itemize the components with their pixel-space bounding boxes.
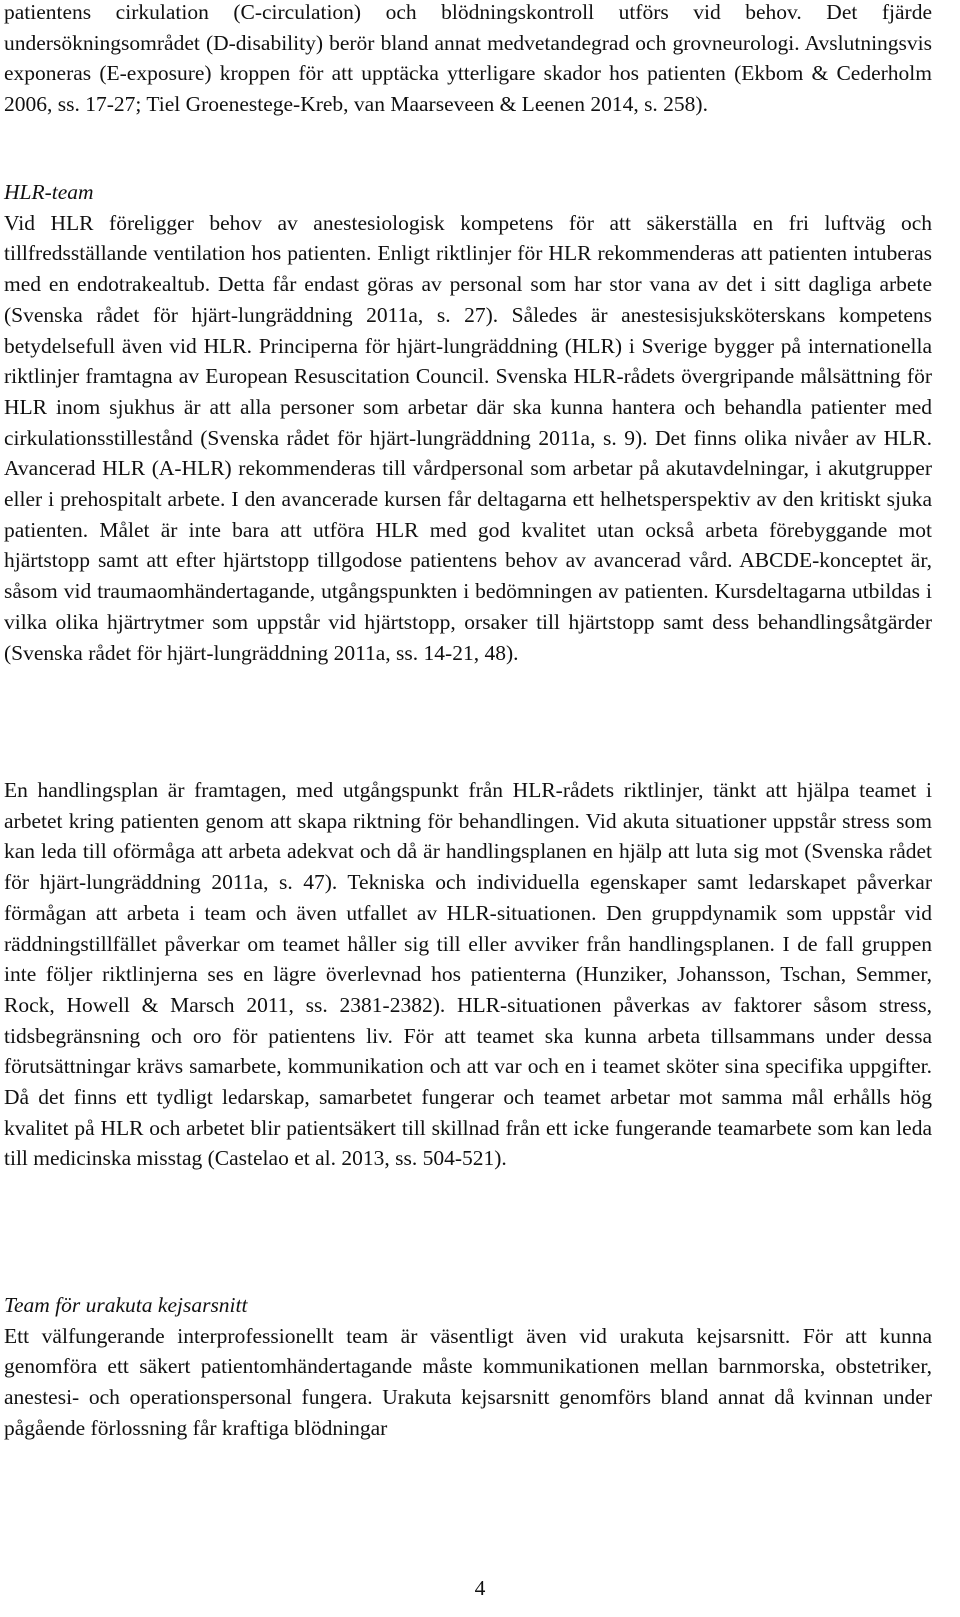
body-paragraph: patientens cirkulation (C-circulation) och blödningskontroll utförs vid behov. Det fjärde undersökningsområdet (D-disability) berör bland annat medvetandegrad och grovneurologi. Avslutningsvis exponeras (E-exposure) kroppen för att upptäcka ytterligare skador hos patienten (Ekbom & Cederholm 2006, ss. 17-27; Tiel Groenestege-Kreb, van Maarseveen & Leenen 2014, s. 258). — [4, 0, 932, 117]
hlr-team-paragraph — [4, 208, 932, 669]
section-heading-kejsarsnitt: Team för urakuta kejsarsnitt — [4, 1293, 248, 1317]
body-paragraph: En handlingsplan är framtagen, med utgångspunkt från HLR-rådets riktlinjer, tänkt att hjälpa teamet i arbetet kring patienten genom att skapa riktning för behandlingen. Vid akuta situationer uppstår stress som kan leda till oförmåga att arbeta adekvat och då är handlingsplanen en hjälp att luta sig mot (Svenska rådet för hjärt-lungräddning 2011a, s. 47). Tekniska och individuella egenskaper samt ledarskapet påverkar förmågan att arbeta i team och även utfallet av HLR-situationen. Den gruppdynamik som uppstår vid räddningstillfället påverkar om teamet håller sig till eller avviker från handlingsplanen. I de fall gruppen inte följer riktlinjerna ses en lägre överlevnad hos patienterna (Hunziker, Johansson, Tschan, Semmer, Rock, Howell & Marsch 2011, ss. 2381-2382). HLR-situationen påverkas av faktorer såsom stress, tidsbegränsning och oro för patientens liv. För att teamet ska kunna arbeta tillsammans under dessa förutsättningar krävs samarbete, kommunikation och att var och en i teamet sköter sina specifika uppgifter. Då det finns ett tydligt ledarskap, samarbetet fungerar och teamet arbetar mot samma mål erhålls hög kvalitet på HLR och arbetet blir patientsäkert till skillnad från ett icke fungerande teamarbete som kan leda till medicinska misstag (Castelao et al. 2013, ss. 504-521). — [4, 778, 932, 1171]
kejsarsnitt-section — [4, 1290, 932, 1444]
hlr-team-section — [4, 177, 932, 668]
section-heading-hlr-team: HLR-team — [4, 180, 94, 204]
body-paragraph: Vid HLR föreligger behov av anestesiologisk kompetens för att säkerställa en fri luftväg och tillfredsställande ventilation hos patienten. Enligt riktlinjer för HLR rekommenderas att patienten intuberas med en endotrakealtub. Detta får endast göras av personal som har stor vana av det i sitt dagliga arbete (Svenska rådet för hjärt-lungräddning 2011a, s. 27). Således är anestesisjuksköterskans kompetens betydelsefull även vid HLR. Principerna för hjärt-lungräddning (HLR) i Sverige bygger på internationella riktlinjer framtagna av European Resuscitation Council. Svenska HLR-rådets övergripande målsättning för HLR inom sjukhus är att alla personer som arbetar där ska kunna hantera och behandla patienter med cirkulationsstillestånd (Svenska rådet för hjärt-lungräddning 2011a, s. 9). Det finns olika nivåer av HLR. Avancerad HLR (A-HLR) rekommenderas till vårdpersonal som arbetar på akutavdelningar, i akutgrupper eller i prehospitalt arbete. I den avancerade kursen får deltagarna ett helhetsperspektiv av den kritiskt sjuka patienten. Målet är inte bara att utföra HLR med god kvalitet utan också arbeta förebyggande mot hjärtstopp samt att efter hjärtstopp tillgodose patientens behov av avancerad vård. ABCDE-konceptet är, såsom vid traumaomhändertagande, utgångspunkten i bedömningen av patienten. Kursdeltagarna utbildas i vilka olika hjärtrytmer som uppstår vid hjärtstopp, orsaker till hjärtstopp samt dess behandlingsåtgärder (Svenska rådet för hjärt-lungräddning 2011a, ss. 14-21, 48). — [4, 210, 932, 665]
handlingsplan-paragraph — [4, 775, 932, 1174]
page-number: 4 — [474, 1576, 486, 1600]
intro-paragraph — [4, 0, 932, 120]
kejsarsnitt-paragraph — [4, 1321, 932, 1444]
body-paragraph: Ett välfungerande interprofessionellt team är väsentligt även vid urakuta kejsarsnitt. För att kunna genomföra ett säkert patientomhändertagande måste kommunikationen mellan barnmorska, obstetriker, anestesi- och operationspersonal fungera. Urakuta kejsarsnitt genomförs bland annat då kvinnan under pågående förlossning får kraftiga blödningar — [4, 1323, 932, 1440]
intro-section — [4, 0, 932, 120]
hlr-handlingsplan-section — [4, 775, 932, 1174]
